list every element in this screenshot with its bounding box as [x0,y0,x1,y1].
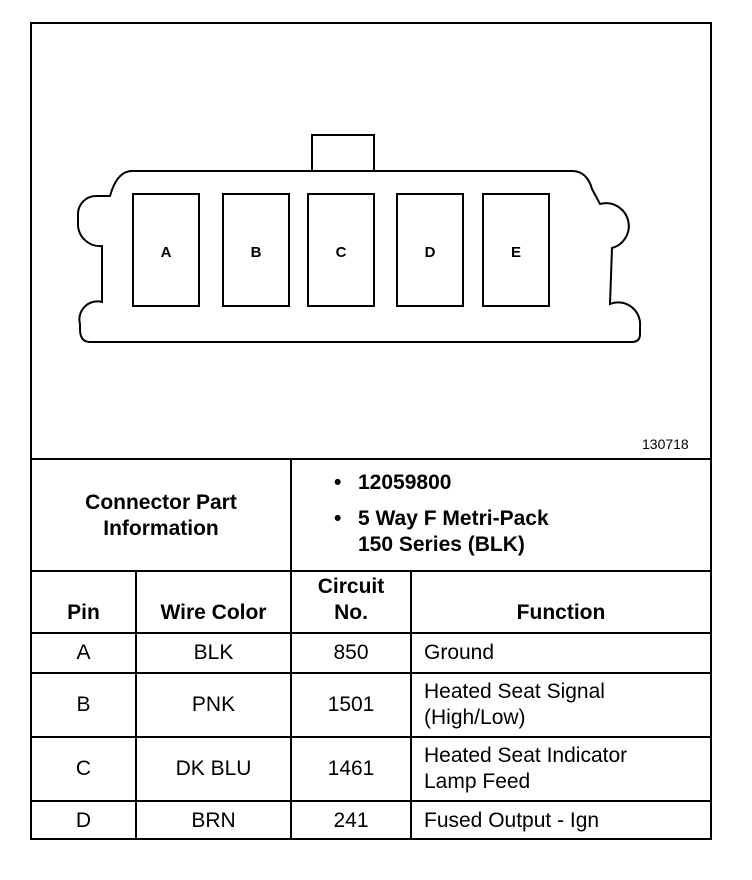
cell-pin: C [32,737,136,801]
cell-function-line1: Heated Seat Indicator [424,744,628,767]
table-row [32,673,710,737]
header-circuit-line1: Circuit [317,575,385,598]
part-info-label-line1: Connector Part [85,491,237,514]
cell-function [411,737,710,801]
header-wire-color: Wire Color [136,571,291,633]
connector-face-svg [32,24,710,458]
cell-pin: B [32,673,136,737]
cell-function-line1: Fused Output - Ign [424,808,600,832]
table-row [32,801,710,839]
table-row [32,737,710,801]
cell-wire-color: DK BLU [136,737,291,801]
cell-circuit: 241 [291,801,411,839]
pin-label-a: A [160,244,172,261]
cell-function-line2: (High/Low) [424,706,526,729]
header-pin: Pin [32,571,136,633]
cell-wire-color: BLK [136,633,291,673]
cell-pin: A [32,633,136,673]
cell-circuit: 1461 [291,737,411,801]
header-function: Function [411,571,710,633]
part-description-line [332,506,549,558]
connector-diagram-frame [30,22,712,840]
cell-function [411,633,710,673]
part-info-details [332,470,549,558]
part-number: 12059800 [358,471,452,494]
connector-part-info [32,458,710,572]
cell-function-line1: Heated Seat Signal [424,680,605,703]
header-circuit [291,571,411,633]
connector-drawing-area [32,24,710,458]
part-number-line [332,470,549,496]
cell-function [411,673,710,737]
table-row [32,633,710,673]
cell-circuit: 1501 [291,673,411,737]
pinout-header-row [32,571,710,633]
pin-label-b: B [250,244,262,261]
bullet-marker: • [334,471,342,494]
cell-function [411,801,710,839]
part-info-label [32,460,292,572]
pin-label-d: D [424,244,436,261]
part-description-line2: 150 Series (BLK) [358,533,525,556]
cell-function-line1: Ground [424,641,495,664]
pinout-table [32,570,710,839]
pin-label-e: E [510,244,522,261]
cell-circuit: 850 [291,633,411,673]
cell-wire-color: PNK [136,673,291,737]
cell-pin: D [32,801,136,839]
part-info-label-line2: Information [103,517,219,540]
figure-id: 130718 [642,436,689,452]
pin-label-c: C [335,244,347,261]
connector-lock-tab [312,135,374,172]
cell-wire-color: BRN [136,801,291,839]
part-description-line1: 5 Way F Metri-Pack [358,507,549,530]
header-circuit-line2: No. [334,601,368,624]
cell-function-line2: Lamp Feed [424,770,531,793]
bullet-marker: • [334,507,342,530]
